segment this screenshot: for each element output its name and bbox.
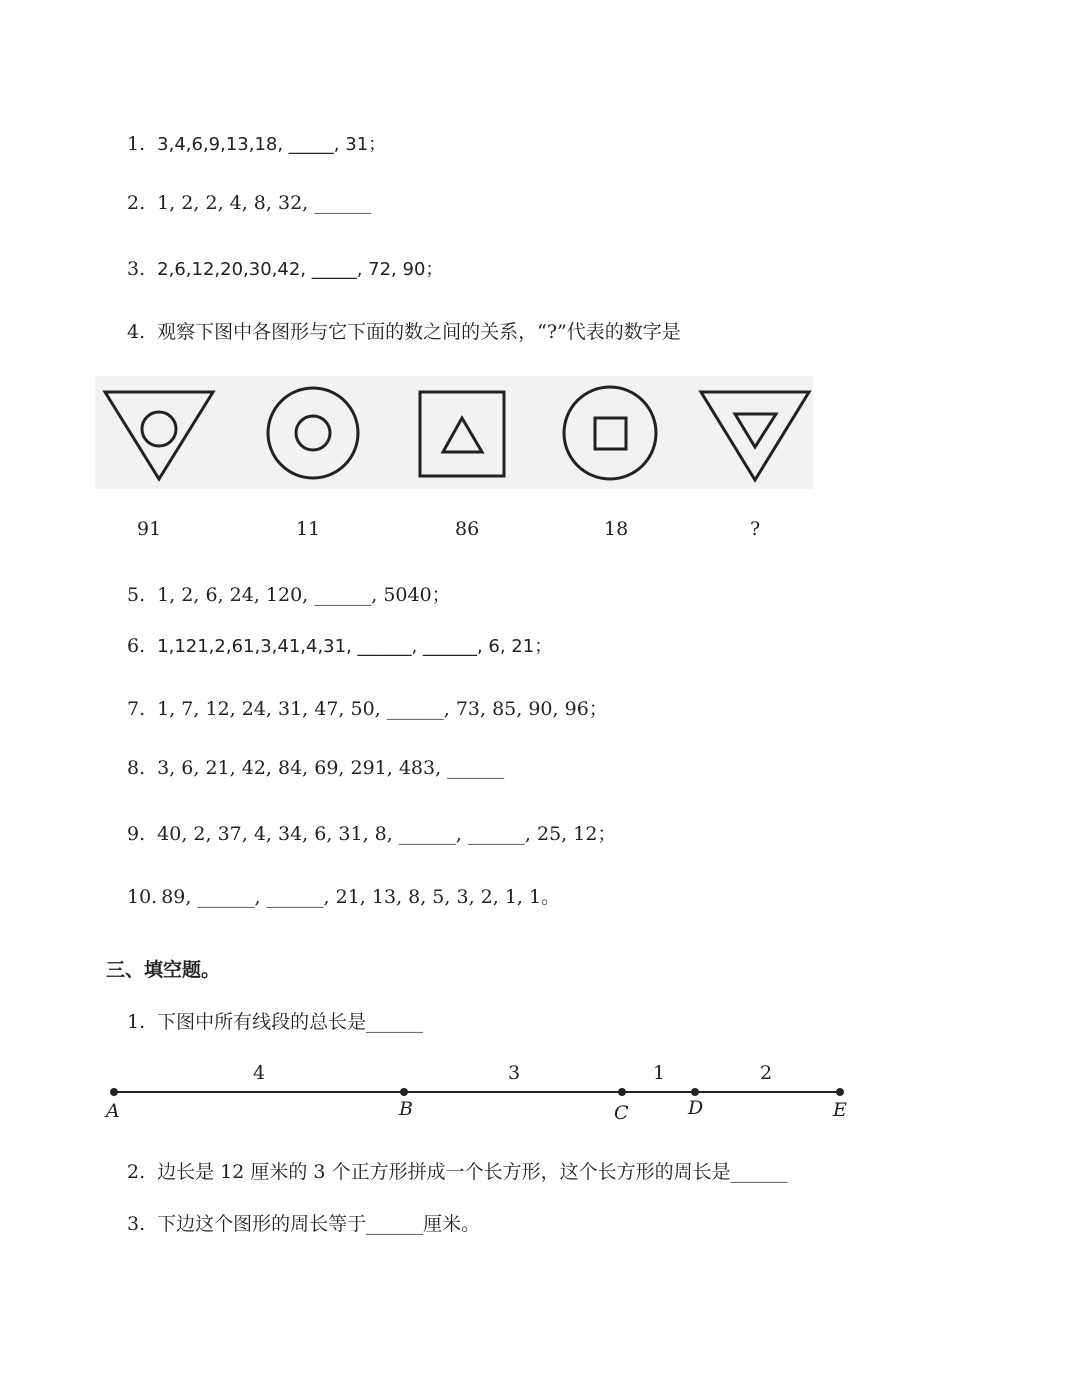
shapes-figure [95, 376, 813, 489]
question-number: 4. [127, 321, 146, 343]
segment-length-label: 4 [253, 1062, 266, 1084]
question-text: 边长是 12 厘米的 3 个正方形拼成一个长方形，这个长方形的周长是______ [157, 1161, 788, 1183]
segment-point-label: C [614, 1102, 629, 1124]
question-text: 下边这个图形的周长等于______厘米。 [157, 1213, 481, 1235]
segment-point [110, 1088, 118, 1096]
segment-length-label: 2 [760, 1062, 773, 1084]
circle-shape [268, 388, 358, 478]
question-10 [127, 882, 560, 909]
fill-question-2 [127, 1157, 788, 1184]
question-number: 10. [127, 886, 158, 908]
question-text: 1, 2, 6, 24, 120, ______, 5040； [157, 584, 451, 606]
question-text: 观察下图中各图形与它下面的数之间的关系，“?”代表的数字是 [157, 321, 681, 343]
question-5 [127, 580, 451, 607]
question-text: 1, 7, 12, 24, 31, 47, 50, ______, 73, 85, 90, 96； [157, 698, 608, 720]
segment-point-label: B [399, 1098, 413, 1120]
question-7 [127, 694, 608, 721]
segment-svg [100, 1058, 860, 1130]
inner-circle-shape [142, 412, 176, 446]
fill-question-3 [127, 1209, 480, 1236]
fill-question-1 [127, 1007, 423, 1034]
inner-triangle-shape [735, 414, 776, 447]
segment-point-label: A [106, 1100, 120, 1122]
question-number: 8. [127, 757, 146, 779]
square-shape [420, 392, 504, 476]
question-number: 5. [127, 584, 146, 606]
question-3 [127, 255, 443, 281]
question-number: 1. [127, 1011, 146, 1033]
segment-length-label: 3 [508, 1062, 521, 1084]
segment-figure [100, 1058, 860, 1130]
question-text: 89, ______, ______, 21, 13, 8, 5, 3, 2, 1, 1。 [161, 886, 561, 908]
triangle-shape [701, 392, 809, 480]
inner-circle-shape [296, 416, 330, 450]
question-4 [127, 317, 681, 344]
triangle-shape [105, 392, 213, 479]
question-number: 1. [127, 133, 146, 155]
shape-number: 11 [296, 518, 321, 540]
question-text: 2,6,12,20,30,42, _____, 72, 90； [157, 259, 444, 280]
question-number: 7. [127, 698, 146, 720]
question-text: 下图中所有线段的总长是______ [157, 1011, 424, 1033]
question-number: 3. [127, 1213, 146, 1235]
shape-number: 91 [137, 518, 162, 540]
question-number: 2. [127, 192, 146, 214]
inner-triangle-shape [443, 418, 482, 452]
segment-point [836, 1088, 844, 1096]
segment-length-label: 1 [653, 1062, 666, 1084]
section-title: 三、填空题。 [106, 959, 221, 981]
segment-point [618, 1088, 626, 1096]
question-6 [127, 632, 552, 658]
question-number: 6. [127, 635, 146, 657]
question-9 [127, 819, 616, 846]
shape-number: ? [750, 518, 761, 540]
question-number: 3. [127, 258, 146, 280]
question-8 [127, 757, 504, 779]
shape-number: 18 [604, 518, 629, 540]
segment-point-label: D [688, 1097, 704, 1119]
question-1 [127, 130, 386, 156]
question-text: 40, 2, 37, 4, 34, 6, 31, 8, ______, ______, 25, 12； [157, 823, 617, 845]
question-text: 1,121,2,61,3,41,4,31, ______, ______, 6, 21； [157, 636, 553, 657]
shapes-svg [95, 376, 813, 489]
shape-number: 86 [455, 518, 480, 540]
segment-point [400, 1088, 408, 1096]
question-2 [127, 192, 371, 214]
question-text: 3, 6, 21, 42, 84, 69, 291, 483, ______ [157, 757, 505, 779]
segment-point [691, 1088, 699, 1096]
segment-point-label: E [833, 1099, 847, 1121]
question-text: 1, 2, 2, 4, 8, 32, ______ [157, 192, 372, 214]
circle-shape [564, 387, 656, 479]
inner-square-shape [595, 418, 626, 449]
question-text: 3,4,6,9,13,18, _____, 31； [157, 134, 387, 155]
question-number: 9. [127, 823, 146, 845]
question-number: 2. [127, 1161, 146, 1183]
